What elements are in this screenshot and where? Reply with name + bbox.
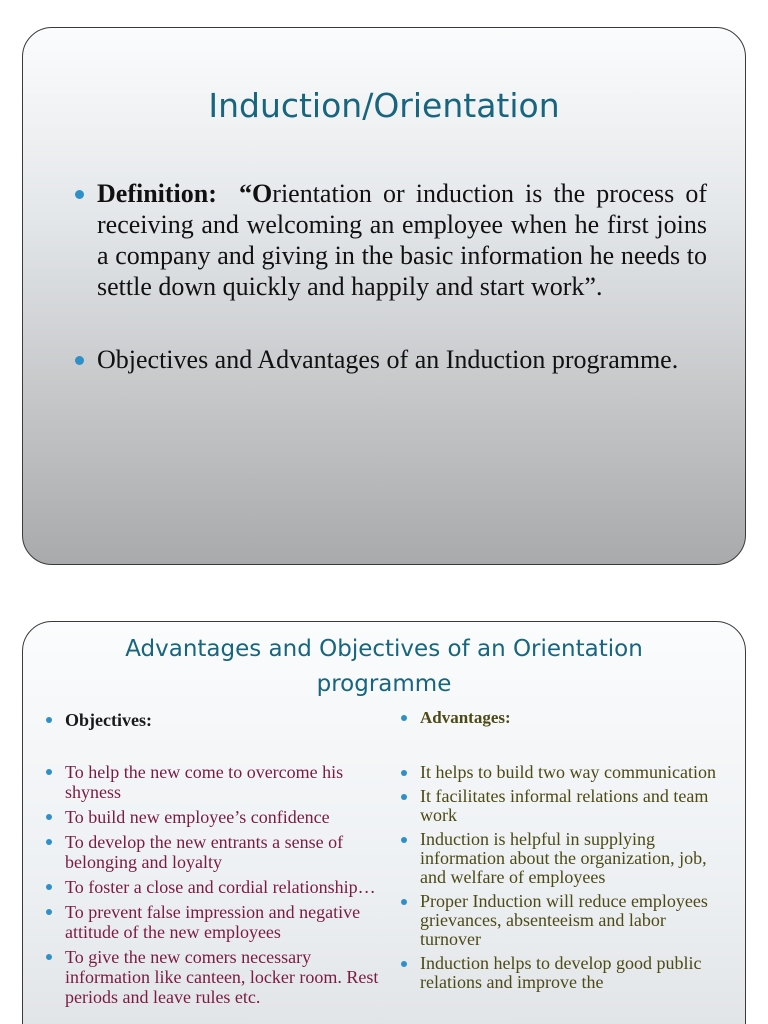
bullet-dot-icon xyxy=(46,769,52,775)
definition-bullet xyxy=(75,178,707,302)
list-item xyxy=(43,762,388,802)
objectives-heading: Objectives: xyxy=(65,710,152,730)
definition-text: rientation or induction is the process of receiving and welcoming an employee when he first joins a company and giving in the basic information he needs to settle down quickly and happily and start work”. xyxy=(97,179,707,301)
objectives-text: Objectives and Advantages of an Induction programme. xyxy=(97,345,679,374)
bullet-dot-icon xyxy=(46,717,52,723)
slide-title: Advantages and Objectives of an Orientation programme xyxy=(125,636,643,697)
objective-text: To develop the new entrants a sense of belonging and loyalty xyxy=(65,832,344,872)
bullet-dot-icon xyxy=(75,190,84,199)
advantages-column xyxy=(398,708,723,992)
bullet-dot-icon xyxy=(401,770,407,776)
bullet-dot-icon xyxy=(401,837,407,843)
bullet-dot-icon xyxy=(401,961,407,967)
objectives-bullet xyxy=(75,344,707,375)
bullet-list xyxy=(75,178,707,375)
slide-induction-orientation xyxy=(22,27,746,565)
definition-open-quote: “O xyxy=(239,179,273,208)
advantage-text: Induction is helpful in supplying information about the organization, job, and welfare of employees xyxy=(420,829,707,887)
objective-text: To foster a close and cordial relationship… xyxy=(65,877,376,897)
bullet-dot-icon xyxy=(401,794,407,800)
definition-label: Definition: xyxy=(97,179,217,208)
list-item xyxy=(398,763,723,782)
objective-text: To help the new come to overcome his shyness xyxy=(65,762,344,802)
bullet-dot-icon xyxy=(401,715,407,721)
list-item xyxy=(43,832,388,872)
bullet-dot-icon xyxy=(46,814,52,820)
bullet-dot-icon xyxy=(46,884,52,890)
list-item xyxy=(43,902,388,942)
advantages-heading: Advantages: xyxy=(420,708,511,727)
list-item xyxy=(43,947,388,1007)
slide-title: Induction/Orientation xyxy=(208,86,560,125)
bullet-dot-icon xyxy=(46,839,52,845)
objective-text: To give the new comers necessary information like canteen, locker room. Rest periods and leave rules etc. xyxy=(65,947,379,1007)
list-item xyxy=(43,877,388,897)
list-item xyxy=(398,787,723,825)
bullet-dot-icon xyxy=(75,356,84,365)
objectives-column xyxy=(43,710,388,1007)
list-item xyxy=(398,830,723,887)
bullet-dot-icon xyxy=(46,954,52,960)
list-item xyxy=(43,807,388,827)
bullet-dot-icon xyxy=(46,909,52,915)
advantage-text: Proper Induction will reduce employees grievances, absenteeism and labor turnover xyxy=(420,891,708,949)
list-item xyxy=(398,954,723,992)
bullet-dot-icon xyxy=(401,899,407,905)
advantage-text: Induction helps to develop good public relations and improve the xyxy=(420,953,702,992)
objective-text: To build new employee’s confidence xyxy=(65,807,330,827)
advantage-text: It facilitates informal relations and team work xyxy=(420,786,709,825)
list-item xyxy=(398,892,723,949)
objective-text: To prevent false impression and negative attitude of the new employees xyxy=(65,902,361,942)
objectives-heading-item xyxy=(43,710,388,730)
advantages-heading-item xyxy=(398,708,723,728)
advantage-text: It helps to build two way communication xyxy=(420,762,716,782)
slide-advantages-objectives xyxy=(22,621,746,1024)
